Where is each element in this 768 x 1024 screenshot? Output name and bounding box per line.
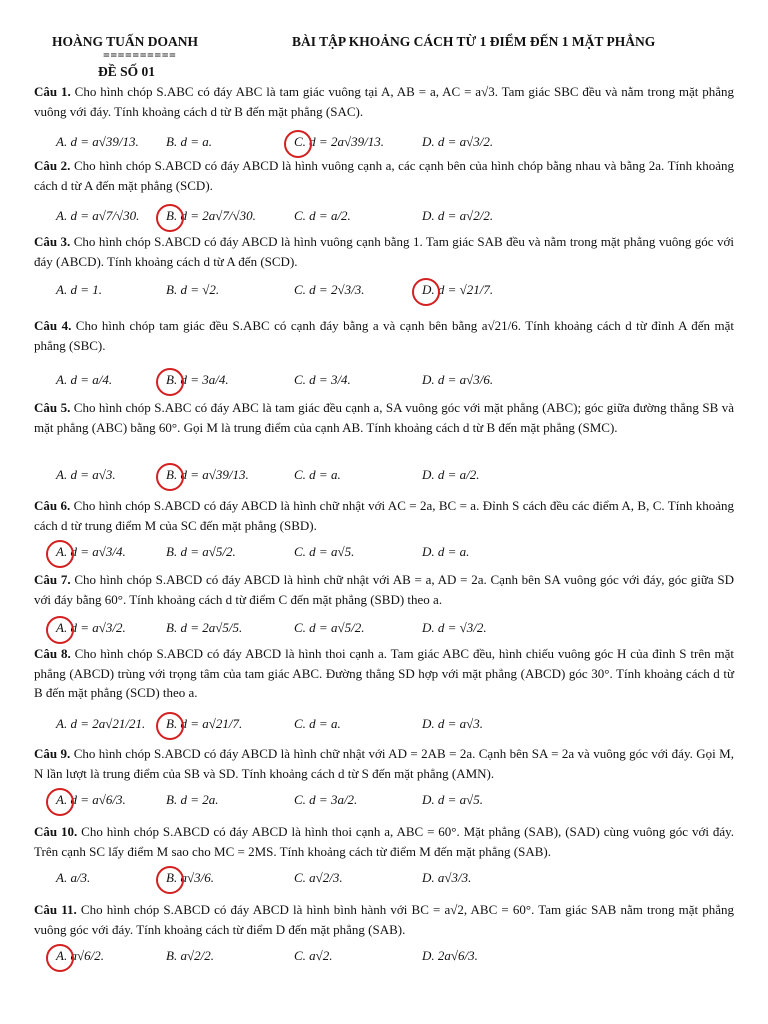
option-text: A. d = a√3. [56, 467, 116, 482]
question-body: Cho hình chóp S.ABC có đáy ABC là tam giác vuông tại A, AB = a, AC = a√3. Tam giác SBC đều và nằm trong mặt phẳng vuông với đáy. Tính khoảng cách d từ B đến mặt phẳng (SAC). [34, 84, 734, 119]
answer-mark-circle [412, 278, 440, 306]
option-c [294, 704, 341, 744]
option-c [294, 455, 341, 495]
option-b [166, 455, 249, 495]
question-number: Câu 8. [34, 646, 71, 661]
question-body: Cho hình chóp S.ABCD có đáy ABCD là hình vuông cạnh a, các cạnh bên của hình chóp bằng nhau và bằng 2a. Tính khoảng cách d từ A đến mặt phẳng (SCD). [34, 158, 734, 193]
option-a [56, 704, 145, 744]
option-b [166, 780, 218, 820]
option-text: C. d = 2√3/3. [294, 282, 365, 297]
option-b [166, 704, 242, 744]
option-text: A. d = a/4. [56, 372, 113, 387]
option-c [294, 780, 357, 820]
option-d [422, 858, 471, 898]
option-text: B. d = 3a/4. [166, 372, 229, 387]
question-7-text [34, 570, 734, 609]
option-b [166, 360, 229, 400]
option-text: C. d = a. [294, 467, 341, 482]
question-6-options [56, 532, 736, 572]
option-d [422, 780, 483, 820]
option-a [56, 608, 126, 648]
question-10-text [34, 822, 734, 861]
option-b [166, 936, 214, 976]
option-text: B. d = 2a√7/√30. [166, 208, 256, 223]
option-b [166, 858, 214, 898]
option-c [294, 532, 354, 572]
answer-mark-circle [156, 204, 184, 232]
question-number: Câu 10. [34, 824, 78, 839]
option-a [56, 270, 102, 310]
option-text: B. d = 2a√5/5. [166, 620, 243, 635]
option-a [56, 532, 126, 572]
option-c [294, 858, 343, 898]
answer-mark-circle [46, 788, 74, 816]
question-2-options [56, 196, 736, 236]
option-b [166, 196, 256, 236]
question-body: Cho hình chóp tam giác đều S.ABC có cạnh đáy bằng a và cạnh bên bằng a√21/6. Tính khoảng cách d từ đỉnh A đến mặt phẳng (SBC). [34, 318, 734, 353]
option-d [422, 360, 493, 400]
question-5-text [34, 398, 734, 437]
exam-code: ĐỀ SỐ 01 [98, 64, 156, 79]
option-d [422, 196, 493, 236]
question-11-text [34, 900, 734, 939]
question-number: Câu 3. [34, 234, 71, 249]
question-body: Cho hình chóp S.ABCD có đáy ABCD là hình thoi cạnh a. Tam giác ABC đều, hình chiếu vuông góc H của đỉnh S trên mặt phẳng (ABCD) trùng với trọng tâm của tam giác ABC. Đường thẳng SD hợp với mặt phẳng (ABCD) góc 30°. Tính khoảng cách d từ B đến mặt phẳng (SCD) theo a. [34, 646, 734, 700]
question-8-options [56, 704, 736, 744]
question-2-text [34, 156, 734, 195]
option-text: A. d = a√3/2. [56, 620, 126, 635]
question-number: Câu 6. [34, 498, 71, 513]
option-text: C. d = 3/4. [294, 372, 351, 387]
question-3-text [34, 232, 734, 271]
option-text: B. d = a√39/13. [166, 467, 249, 482]
option-c [294, 270, 364, 310]
option-text: A. a√6/2. [56, 948, 104, 963]
option-b [166, 532, 236, 572]
option-a [56, 936, 104, 976]
question-body: Cho hình chóp S.ABCD có đáy ABCD là hình bình hành với BC = a√2, ABC = 60°. Tam giác SAB nằm trong mặt phẳng vuông góc với đáy. Tính khoảng cách từ điểm D đến mặt phẳng (SAB). [34, 902, 734, 937]
answer-mark-circle [46, 616, 74, 644]
question-number: Câu 9. [34, 746, 71, 761]
question-number: Câu 1. [34, 84, 71, 99]
option-c [294, 936, 333, 976]
question-11-options [56, 936, 736, 976]
option-text: D. d = √21/7. [422, 282, 494, 297]
option-a [56, 780, 126, 820]
option-a [56, 360, 112, 400]
question-body: Cho hình chóp S.ABCD có đáy ABCD là hình vuông cạnh bằng 1. Tam giác SAB đều và nằm trong mặt phẳng vuông góc với đáy (ABCD). Tính khoảng cách d từ A đến (SCD). [34, 234, 734, 269]
option-text: B. a√2/2. [166, 948, 214, 963]
option-text: A. a/3. [56, 870, 91, 885]
option-text: C. a√2. [294, 948, 333, 963]
option-text: C. d = 3a/2. [294, 792, 358, 807]
answer-mark-circle [46, 540, 74, 568]
option-a [56, 858, 90, 898]
question-8-text [34, 644, 734, 703]
option-c [294, 196, 351, 236]
question-7-options [56, 608, 736, 648]
page-header [0, 34, 768, 84]
question-9-options [56, 780, 736, 820]
question-number: Câu 4. [34, 318, 72, 333]
answer-mark-circle [156, 866, 184, 894]
worksheet-title: BÀI TẬP KHOẢNG CÁCH TỪ 1 ĐIỂM ĐẾN 1 MẶT PHẲNG [292, 34, 656, 49]
question-10-options [56, 858, 736, 898]
option-text: D. d = a. [422, 544, 470, 559]
option-text: A. d = a√6/3. [56, 792, 126, 807]
question-1-text [34, 82, 734, 121]
option-text: C. d = a. [294, 716, 341, 731]
option-text: A. d = 2a√21/21. [56, 716, 146, 731]
separator-line: ========== [103, 48, 177, 62]
option-text: B. d = a√21/7. [166, 716, 243, 731]
option-text: B. d = a. [166, 134, 212, 149]
option-text: D. d = a√5. [422, 792, 484, 807]
option-text: D. d = a√3/2. [422, 134, 494, 149]
answer-mark-circle [156, 712, 184, 740]
option-text: A. d = a√7/√30. [56, 208, 140, 223]
option-d [422, 936, 478, 976]
option-text: D. 2a√6/3. [422, 948, 478, 963]
option-text: B. d = 2a. [166, 792, 219, 807]
option-text: D. d = a√3/6. [422, 372, 494, 387]
question-9-text [34, 744, 734, 783]
option-text: A. d = 1. [56, 282, 102, 297]
option-b [166, 608, 242, 648]
option-text: B. d = a√5/2. [166, 544, 236, 559]
option-text: D. d = a√3. [422, 716, 484, 731]
option-text: D. d = √3/2. [422, 620, 487, 635]
option-text: C. d = a√5. [294, 544, 355, 559]
option-text: C. d = 2a√39/13. [294, 134, 384, 149]
option-b [166, 270, 219, 310]
question-body: Cho hình chóp S.ABCD có đáy ABCD là hình chữ nhật với AD = 2AB = 2a. Cạnh bên SA = 2a và vuông góc với đáy. Gọi M, N lần lượt là trung điểm của SB và SD. Tính khoảng cách d từ S đến mặt phẳng (AMN). [34, 746, 734, 781]
question-4-text [34, 316, 734, 355]
question-body: Cho hình chóp S.ABC có đáy ABC là tam giác đều cạnh a, SA vuông góc với mặt phẳng (ABC); góc giữa đường thẳng SB và mặt phẳng (ABC) bằng 60°. Gọi M là trung điểm của cạnh AB. Tính khoảng cách d từ B đến mặt phẳng (SMC). [34, 400, 734, 435]
option-text: C. a√2/3. [294, 870, 343, 885]
answer-mark-circle [156, 463, 184, 491]
question-body: Cho hình chóp S.ABCD có đáy ABCD là hình chữ nhật với AB = a, AD = 2a. Cạnh bên SA vuông góc với đáy, góc giữa SD với đáy bằng 60°. Tính khoảng cách d từ điểm C đến mặt phẳng (SBD) theo a. [34, 572, 734, 607]
answer-mark-circle [284, 130, 312, 158]
option-c [294, 360, 351, 400]
option-text: A. d = a√3/4. [56, 544, 126, 559]
option-d [422, 270, 493, 310]
question-number: Câu 2. [34, 158, 71, 173]
option-c [294, 608, 364, 648]
question-3-options [56, 270, 736, 310]
answer-mark-circle [46, 944, 74, 972]
question-body: Cho hình chóp S.ABCD có đáy ABCD là hình thoi cạnh a, ABC = 60°. Mặt phẳng (SAB), (SAD) cùng vuông góc với đáy. Trên cạnh SC lấy điểm M sao cho MC = 2MS. Tính khoảng cách từ điểm M đến mặt phẳng (SAB). [34, 824, 735, 859]
answer-mark-circle [156, 368, 184, 396]
option-a [56, 455, 116, 495]
question-4-options [56, 360, 736, 400]
option-text: D. a√3/3. [422, 870, 472, 885]
option-text: A. d = a√39/13. [56, 134, 139, 149]
option-text: D. d = a√2/2. [422, 208, 494, 223]
option-a [56, 196, 139, 236]
question-number: Câu 7. [34, 572, 71, 587]
option-text: D. d = a/2. [422, 467, 480, 482]
question-6-text [34, 496, 734, 535]
option-text: C. d = a/2. [294, 208, 351, 223]
option-text: C. d = a√5/2. [294, 620, 365, 635]
question-body: Cho hình chóp S.ABCD có đáy ABCD là hình chữ nhật với AC = 2a, BC = a. Đỉnh S cách đều các điểm A, B, C. Tính khoảng cách d từ trung điểm M của SC đến mặt phẳng (SBD). [34, 498, 735, 533]
option-text: B. d = √2. [166, 282, 220, 297]
author-name: HOÀNG TUẤN DOANH [52, 34, 199, 49]
option-d [422, 608, 487, 648]
option-d [422, 455, 480, 495]
option-d [422, 532, 469, 572]
option-d [422, 704, 483, 744]
question-5-options [56, 455, 736, 495]
question-number: Câu 5. [34, 400, 71, 415]
option-text: B. a√3/6. [166, 870, 214, 885]
question-number: Câu 11. [34, 902, 77, 917]
